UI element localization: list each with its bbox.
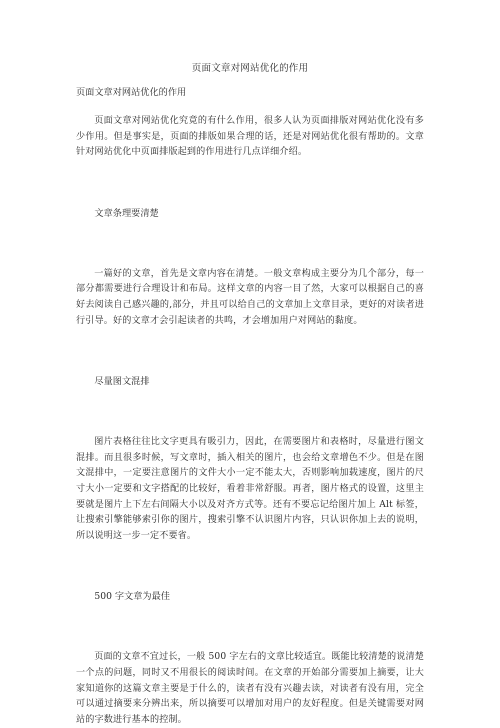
section-body-structure: 一篇好的文章，首先是文章内容在清楚。一般文章构成主要分为几个部分，每一部分都需要进行合理设计和布局。这样文章的内容一目了然，大家可以根据自己的喜好去阅读自己感兴趣的,部分，并且可以给自己的文章加上文章目录，更好的对读者进行引导。好的文章才会引起读者的共鸣，才会增加用户对网站的黏度。	[76, 268, 424, 326]
section-body-images: 图片表格往往比文字更具有吸引力，因此，在需要图片和表格时，尽量进行图文混排。而且很多时候，写文章时，插入相关的图片，也会给文章增色不少。但是在图文混排中，一定要注意图片的文件大小一定不能太大，否则影响加载速度，图片的尺寸大小一定要和文字搭配的比较好，看着非常舒服。再者，图片格式的设置，这里主要就是图片上下左右间隔大小以及对齐方式等。还有不要忘记给图片加上 Alt 标签，让搜索引擎能够索引你的图片，搜索引擎不认识图片内容，只认识你加上去的说明，所以说明这一步一定不要省。	[76, 437, 424, 541]
section-body-length: 页面的文章不宜过长，一般 500 字左右的文章比较适宜。既能比较清楚的说清楚一个点的问题，同时又不用很长的阅读时间。在文章的开始部分需要加上摘要，让大家知道你的这篇文章主要是于什么的，读者有没有兴趣去读，对读者有没有用，完全可以通过摘要来分辨出来，所以摘要可以增加对用户的友好程度。但是关键需要对网站的字数进行基本的控制。	[76, 652, 424, 725]
section-heading-images: 尽量图文混排	[94, 376, 150, 388]
intro-paragraph: 页面文章对网站优化究竟的有什么作用，很多人认为页面排版对网站优化没有多少作用。但是事实是，页面的排版如果合理的话，还是对网站优化很有帮助的。文章针对网站优化中页面排版起到的作用进行几点详细介绍。	[76, 116, 424, 158]
section-heading-length: 500 字文章为最佳	[94, 591, 170, 603]
document-subtitle: 页面文章对网站优化的作用	[76, 87, 187, 98]
document-title: 页面文章对网站优化的作用	[191, 63, 309, 74]
section-heading-structure: 文章条理要清楚	[94, 207, 159, 219]
